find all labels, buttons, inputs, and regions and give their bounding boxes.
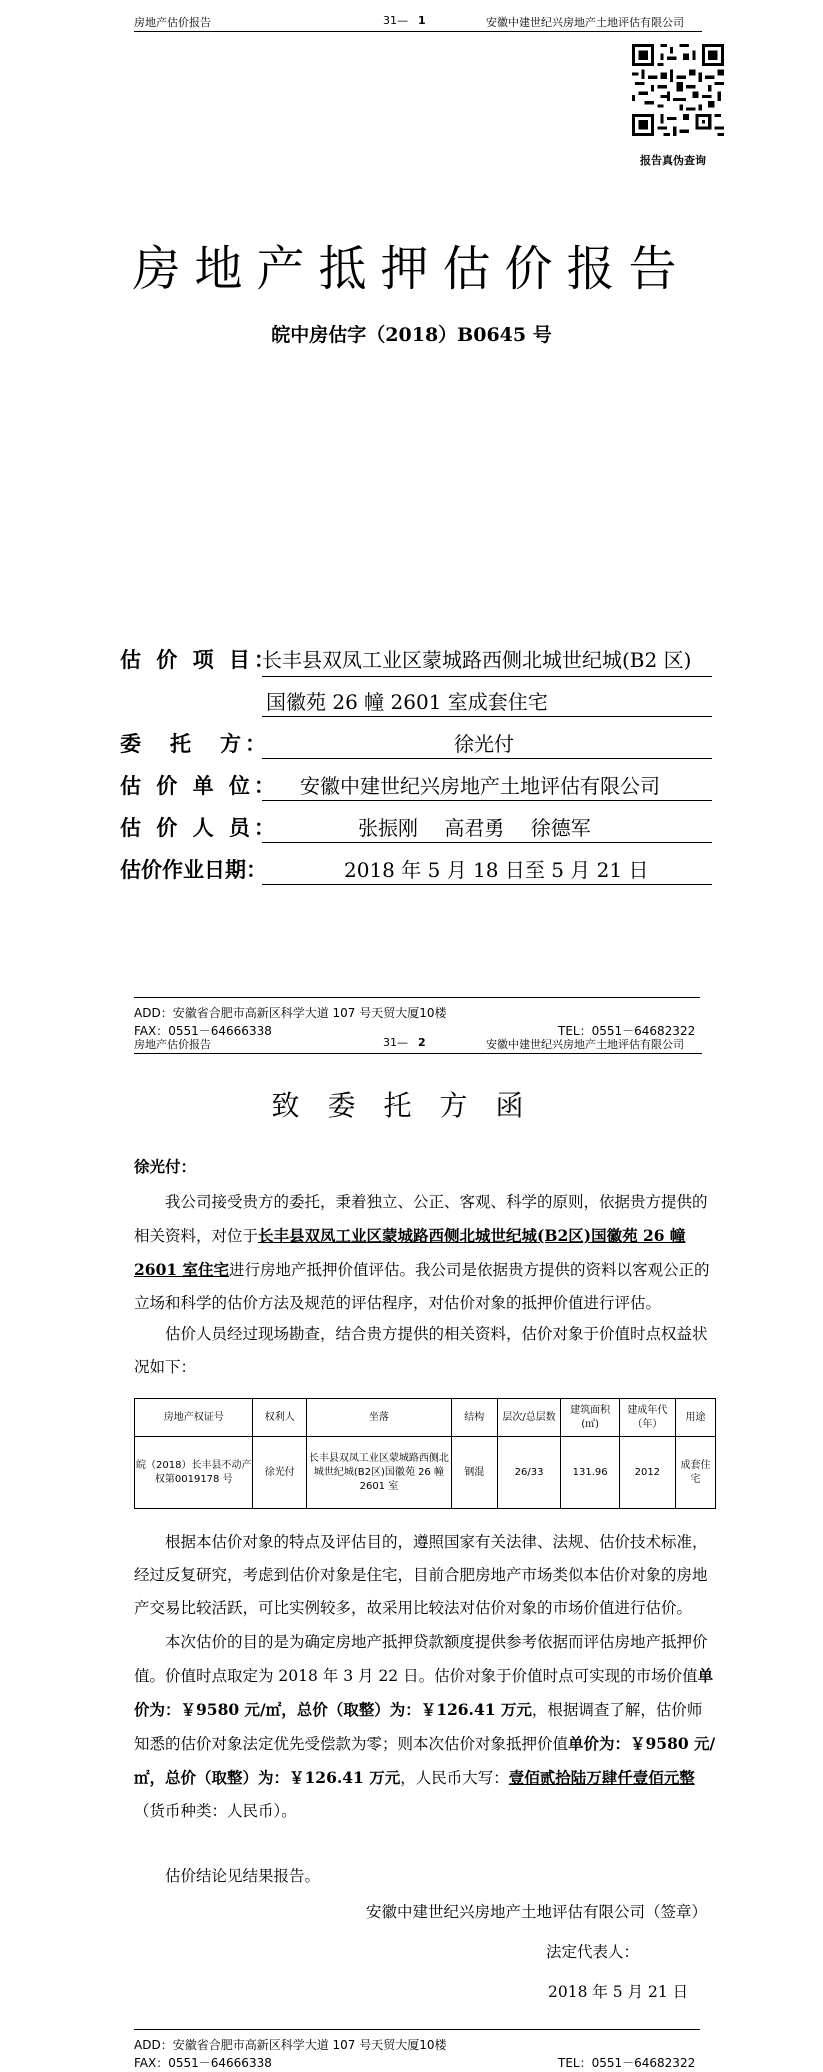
underline — [262, 758, 712, 759]
header-right: 安徽中建世纪兴房地产土地评估有限公司 — [486, 16, 684, 29]
table-header-cell: 用途 — [675, 1399, 715, 1437]
header-left: 房地产估价报告 — [134, 1038, 211, 1051]
table-cell-use: 成套住宅 — [675, 1437, 715, 1509]
paragraph-3: 根据本估价对象的特点及评估目的，遵照国家有关法律、法规、估价技术标准，经过反复研究，考虑到估价对象是住宅，目前合肥房地产市场类似本估价对象的房地产交易比较活跃，可比实例较多，故采用比较法对估价对象的市场价值进行估价。 — [134, 1533, 708, 1617]
underline — [262, 842, 712, 843]
qr-code[interactable] — [632, 44, 724, 136]
salutation: 徐光付： — [134, 1157, 197, 1176]
header-right: 安徽中建世纪兴房地产土地评估有限公司 — [486, 1038, 684, 1051]
paragraph-4: 本次估价的目的是为确定房地产抵押贷款额度提供参考依据而评估房地产抵押价值。价值时点取定为 2018 年 3 月 22 日。估价对象于价值时点可实现的市场价值单价为：￥9580 元/㎡，总价（取整）为：￥126.41 万元，根据调查了解，估价师知悉的估价对象法定优先受偿款为零；则本次估价对象抵押价值单价为：￥9580 元/㎡，总价（取整）为：￥126.41 万元，人民币大写：壹佰贰拾陆万肆仟壹佰元整（货币种类：人民币）。 — [134, 1633, 716, 1820]
header-page-number: 1 — [418, 14, 426, 27]
table-header-cell: 建成年代（年） — [619, 1399, 675, 1437]
table-header-cell: 建筑面积(㎡) — [561, 1399, 619, 1437]
table-header-cell: 层次/总层数 — [497, 1399, 561, 1437]
letter-title: 致委托方函 — [271, 1089, 552, 1122]
table-cell-year: 2012 — [619, 1437, 675, 1509]
paragraph-2: 估价人员经过现场勘查，结合贵方提供的相关资料，估价对象于价值时点权益状况如下： — [134, 1325, 708, 1376]
field-label-appraisers: 估 价 人 员： — [120, 815, 279, 840]
table-cell-floors: 26/33 — [497, 1437, 561, 1509]
header-left: 房地产估价报告 — [134, 16, 211, 29]
property-table — [134, 1398, 716, 1509]
paragraph-1: 我公司接受贵方的委托，秉着独立、公正、客观、科学的原则，依据贵方提供的相关资料，对位于长丰县双凤工业区蒙城路西侧北城世纪城(B2区)国徽苑 26 幢 2601 室住宅进行房地产抵押价值评估。我公司是依据贵方提供的资料以客观公正的立场和科学的估价方法及规范的评估程序，对估价对象的抵押价值进行评估。 — [134, 1193, 710, 1312]
table-header-cell: 权利人 — [253, 1399, 307, 1437]
table-header-row — [135, 1399, 716, 1437]
table-header-cell: 房地产权证号 — [135, 1399, 253, 1437]
field-label-dates: 估价作业日期： — [120, 857, 267, 882]
footer-tel: TEL：0551－64682322 — [558, 2056, 696, 2070]
signature-date: 2018 年 5 月 21 日 — [548, 1983, 689, 2001]
field-label-project: 估 价 项 目： — [120, 647, 279, 672]
document-number: 皖中房估字（2018）B0645 号 — [271, 324, 552, 346]
table-cell-structure: 钢混 — [451, 1437, 497, 1509]
underline — [262, 716, 712, 717]
header-page-number: 2 — [418, 1036, 426, 1049]
field-value-project: 长丰县双凤工业区蒙城路西侧北城世纪城(B2 区) — [262, 648, 692, 672]
table-cell-area: 131.96 — [561, 1437, 619, 1509]
table-row — [135, 1437, 716, 1509]
header-rule — [134, 1053, 702, 1054]
table-header-cell: 结构 — [451, 1399, 497, 1437]
signature-representative: 法定代表人： — [546, 1943, 640, 1961]
footer-fax: FAX：0551－64666338 — [134, 2056, 272, 2070]
table-cell-cert: 皖（2018）长丰县不动产权第0019178 号 — [135, 1437, 253, 1509]
table-cell-owner: 徐光付 — [253, 1437, 307, 1509]
underline — [262, 800, 712, 801]
field-label-client: 委 托 方： — [120, 731, 270, 756]
header-rule — [134, 31, 702, 32]
header-page-prefix: 31— — [383, 14, 408, 27]
header-page-prefix: 31— — [383, 1036, 408, 1049]
paragraph-5: 估价结论见结果报告。 — [165, 1867, 321, 1885]
field-value-dates: 2018 年 5 月 18 日至 5 月 21 日 — [344, 858, 649, 882]
field-value-appraisers: 张振刚 高君勇 徐德军 — [358, 816, 591, 840]
footer-rule — [134, 997, 700, 998]
field-value-project-cont: 国徽苑 26 幢 2601 室成套住宅 — [266, 690, 548, 714]
underline — [262, 884, 712, 885]
table-cell-location: 长丰县双凤工业区蒙城路西侧北城世纪城(B2区)国徽苑 26 幢 2601 室 — [307, 1437, 452, 1509]
table-header-cell: 坐落 — [307, 1399, 452, 1437]
footer-address: ADD：安徽省合肥市高新区科学大道 107 号天贸大厦10楼 — [134, 1006, 447, 1020]
qr-caption: 报告真伪查询 — [640, 154, 706, 167]
underline — [262, 676, 712, 677]
signature-company: 安徽中建世纪兴房地产土地评估有限公司（签章） — [366, 1903, 708, 1921]
field-value-appraiser-unit: 安徽中建世纪兴房地产土地评估有限公司 — [300, 774, 660, 798]
field-label-appraiser-unit: 估 价 单 位： — [120, 773, 279, 798]
report-title: 房地产抵押估价报告 — [132, 241, 691, 297]
footer-tel: TEL：0551－64682322 — [558, 1024, 696, 1038]
footer-rule — [134, 2029, 700, 2030]
footer-address: ADD：安徽省合肥市高新区科学大道 107 号天贸大厦10楼 — [134, 2038, 447, 2052]
field-value-client: 徐光付 — [454, 732, 514, 756]
footer-fax: FAX：0551－64666338 — [134, 1024, 272, 1038]
